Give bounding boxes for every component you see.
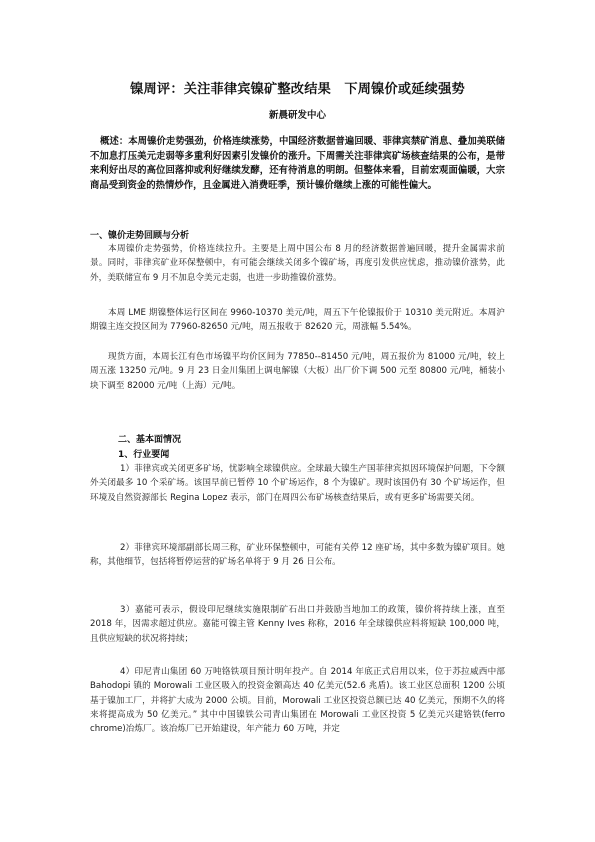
document-title: 镍周评：关注菲律宾镍矿整改结果 下周镍价或延续强势 [130,82,465,97]
news-item-3: 3）嘉能可表示，假设印尼继续实施限制矿石出口并鼓励当地加工的政策，镍价将持续上涨，直至 2018 年，因需求超过供应。嘉能可镍主管 Kenny Ives 称称，2016 年全球镍供应料将短缺 100,000 吨，且供应短缺的状况将持续； [90,605,505,644]
section-2-subheading: 1、行业要闻 [118,450,170,460]
section-1-paragraph-3: 现货方面，本周长江有色市场镍平均价区间为 77850--81450 元/吨，周五报价为 81000 元/吨，较上周五涨 13250 元/吨。9 月 23 日金川集团上调电解镍（大板）出厂价下调 500 元至 80800 元/吨，桶装小块下调至 82000 元/吨（上海）元/吨。 [90,352,505,391]
section-1-heading: 一、镍价走势回顾与分析 [90,231,190,241]
summary-paragraph: 概述：本周镍价走势强劲，价格连续涨势，中国经济数据普遍回暖、菲律宾禁矿消息、叠加美联储不加息打压美元走弱等多重利好因素引发镍价的涨升。下周需关注菲律宾矿场核查结果的公布，是带来利好出尽的高位回落抑或利好继续发酵，还有待消息的明朗。但整体来看，目前宏观面偏暖，大宗商品受到资金的热情炒作，且金属进入消费旺季，预计镍价继续上涨的可能性偏大。 [90,136,505,191]
section-1-paragraph-1: 本周镍价走势强势，价格连续拉升。主要是上周中国公布 8 月的经济数据普遍回暖，提升金属需求前景。同时，菲律宾矿业环保整顿中，有可能会继续关闭多个镍矿场，再度引发供应忧虑，推动镍价涨势，此外，美联储宣布 9 月不加息令美元走弱，也进一步助推镍价涨势。 [90,244,505,283]
document-subtitle: 新晨研发中心 [268,110,326,121]
news-item-4: 4）印尼青山集团 60 万吨铬铁项目预计明年投产。自 2014 年底正式启用以来，位于苏拉威西中部 Bahodopi 镇的 Morowali 工业区吸入的投资金额高达 40 亿美元(52.6 兆盾)。该工业区总面积 1200 公顷基于镍加工厂，并将扩大成为 2000 公顷。目前，Morowali 工业区投资总额已达 40 亿美元，预期不久的将来将提高成为 50 亿美元。” 其中中国镍铁公司青山集团在 Morowali 工业区投资 5 亿美元兴建铬铁(ferro chrome)冶炼厂。该冶炼厂已开始建设，年产能力 60 万吨，并定 [90,667,505,735]
section-2-heading: 二、基本面情况 [118,435,182,445]
news-item-1: 1）菲律宾或关闭更多矿场，忧影响全球镍供应。全球最大镍生产国菲律宾拟因环境保护问题，下令额外关闭最多 10 个采矿场。该国早前已暂停 10 个矿场运作，8 个为镍矿。现时该国仍有 30 个矿场运作，但环境及自然资源部长 Regina Lopez 表示，部门在周四公布矿场核查结果后，或有更多矿场需要关闭。 [90,464,505,503]
section-1-paragraph-2: 本周 LME 期镍整体运行区间在 9960-10370 美元/吨，周五下午伦镍报价于 10310 美元附近。本周沪期镍主连交投区间为 77960-82650 元/吨，周五报收于 82620 元，周涨幅 5.54%。 [90,308,505,333]
news-item-2: 2）菲律宾环境部副部长周三称，矿业环保整顿中，可能有关停 12 座矿场，其中多数为镍矿项目。她称，其他细节，包括将暂停运营的矿场名单将于 9 月 26 日公布。 [90,543,505,568]
